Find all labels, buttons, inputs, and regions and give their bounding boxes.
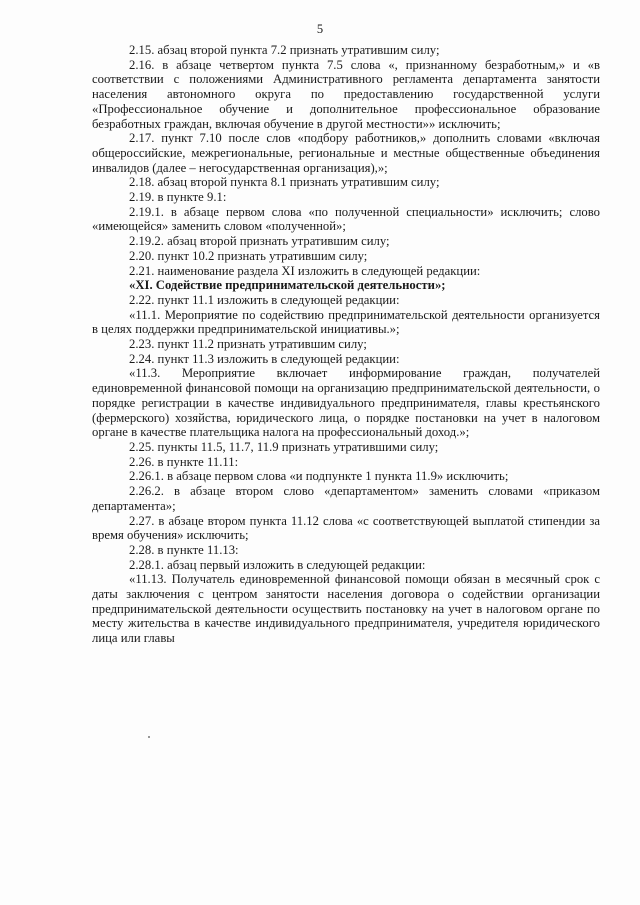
paragraph-2-22: 2.22. пункт 11.1 изложить в следующей редакции: xyxy=(129,292,400,307)
paragraph-2-20: 2.20. пункт 10.2 признать утратившим силу; xyxy=(129,248,368,263)
paragraph-2-28: 2.28. в пункте 11.13: xyxy=(129,542,239,557)
paragraph-2-28-1: 2.28.1. абзац первый изложить в следующей редакции: xyxy=(129,557,426,572)
paragraph-2-25: 2.25. пункты 11.5, 11.7, 11.9 признать утратившими силу; xyxy=(129,439,439,454)
paragraph-2-23: 2.23. пункт 11.2 признать утратившим силу; xyxy=(129,337,367,352)
paragraph-2-26: 2.26. в пункте 11.11: xyxy=(129,454,239,469)
paragraph-2-19: 2.19. в пункте 9.1: xyxy=(129,190,227,205)
paragraph-2-19-1: 2.19.1. в абзаце первом слова «по полученной специальности» исключить; слово «имеющейся» заменить словом «полученной»; xyxy=(92,204,600,234)
paragraph-2-18: 2.18. абзац второй пункта 8.1 признать утратившим силу; xyxy=(129,175,440,190)
paragraph-2-21: 2.21. наименование раздела XI изложить в следующей редакции: xyxy=(129,263,481,278)
quote-11-1: «11.1. Мероприятие по содействию предпринимательской деятельности организуется в целях поддержки предпринимательской инициативы.»; xyxy=(92,307,600,337)
paragraph-2-26-2: 2.26.2. в абзаце втором слово «департаментом» заменить словами «приказом департамента»; xyxy=(92,484,600,513)
section-heading-xi: «XI. Содействие предпринимательской деятельности»; xyxy=(129,278,446,293)
quote-11-3: «11.3. Мероприятие включает информирование граждан, получателей единовременной финансовой помощи на организацию предпринимательской деятельности, о порядке регистрации в качестве индивидуального предпринимателя, главы крестьянского (фермерского) хозяйства, юридического лица, о порядке постановки на учет в налоговом органе в качестве плательщика налога на профессиональный доход.»; xyxy=(92,366,600,440)
paragraph-2-27: 2.27. в абзаце втором пункта 11.12 слова «с соответствующей выплатой стипендии за время обучения» исключить; xyxy=(92,513,600,543)
paragraph-2-16: 2.16. в абзаце четвертом пункта 7.5 слова «, признанному безработным,» и «в соответствии с положениями Административного регламента департамента занятости населения автономного округа по предоставлению государственной услуги «Профессиональное обучение и дополнительное профессиональное образование безработных граждан, включая обучение в другой местности»» исключить; xyxy=(92,57,600,131)
page-number: 5 xyxy=(316,22,324,36)
paragraph-2-17: 2.17. пункт 7.10 после слов «подбору работников,» дополнить словами «включая общероссийские, межрегиональные, региональные и местные общественные объединения инвалидов (далее – негосударственная организация),»; xyxy=(92,131,600,175)
paragraph-2-24: 2.24. пункт 11.3 изложить в следующей редакции: xyxy=(129,351,400,366)
paragraph-2-15: 2.15. абзац второй пункта 7.2 признать утратившим силу; xyxy=(129,43,440,57)
paragraph-2-26-1: 2.26.1. в абзаце первом слова «и подпункте 1 пункта 11.9» исключить; xyxy=(129,469,509,484)
quote-11-13: «11.13. Получатель единовременной финансовой помощи обязан в месячный срок с даты заключения с центром занятости населения договора о содействии организации предпринимательской деятельности осуществить постановку на учет в налоговом органе по месту жительства в качестве индивидуального предпринимателя, учредителя юридического лица или главы xyxy=(92,572,600,646)
document-body xyxy=(92,43,600,646)
paragraph-2-19-2: 2.19.2. абзац второй признать утратившим силу; xyxy=(129,234,390,249)
scan-artifact-dot xyxy=(148,736,150,738)
